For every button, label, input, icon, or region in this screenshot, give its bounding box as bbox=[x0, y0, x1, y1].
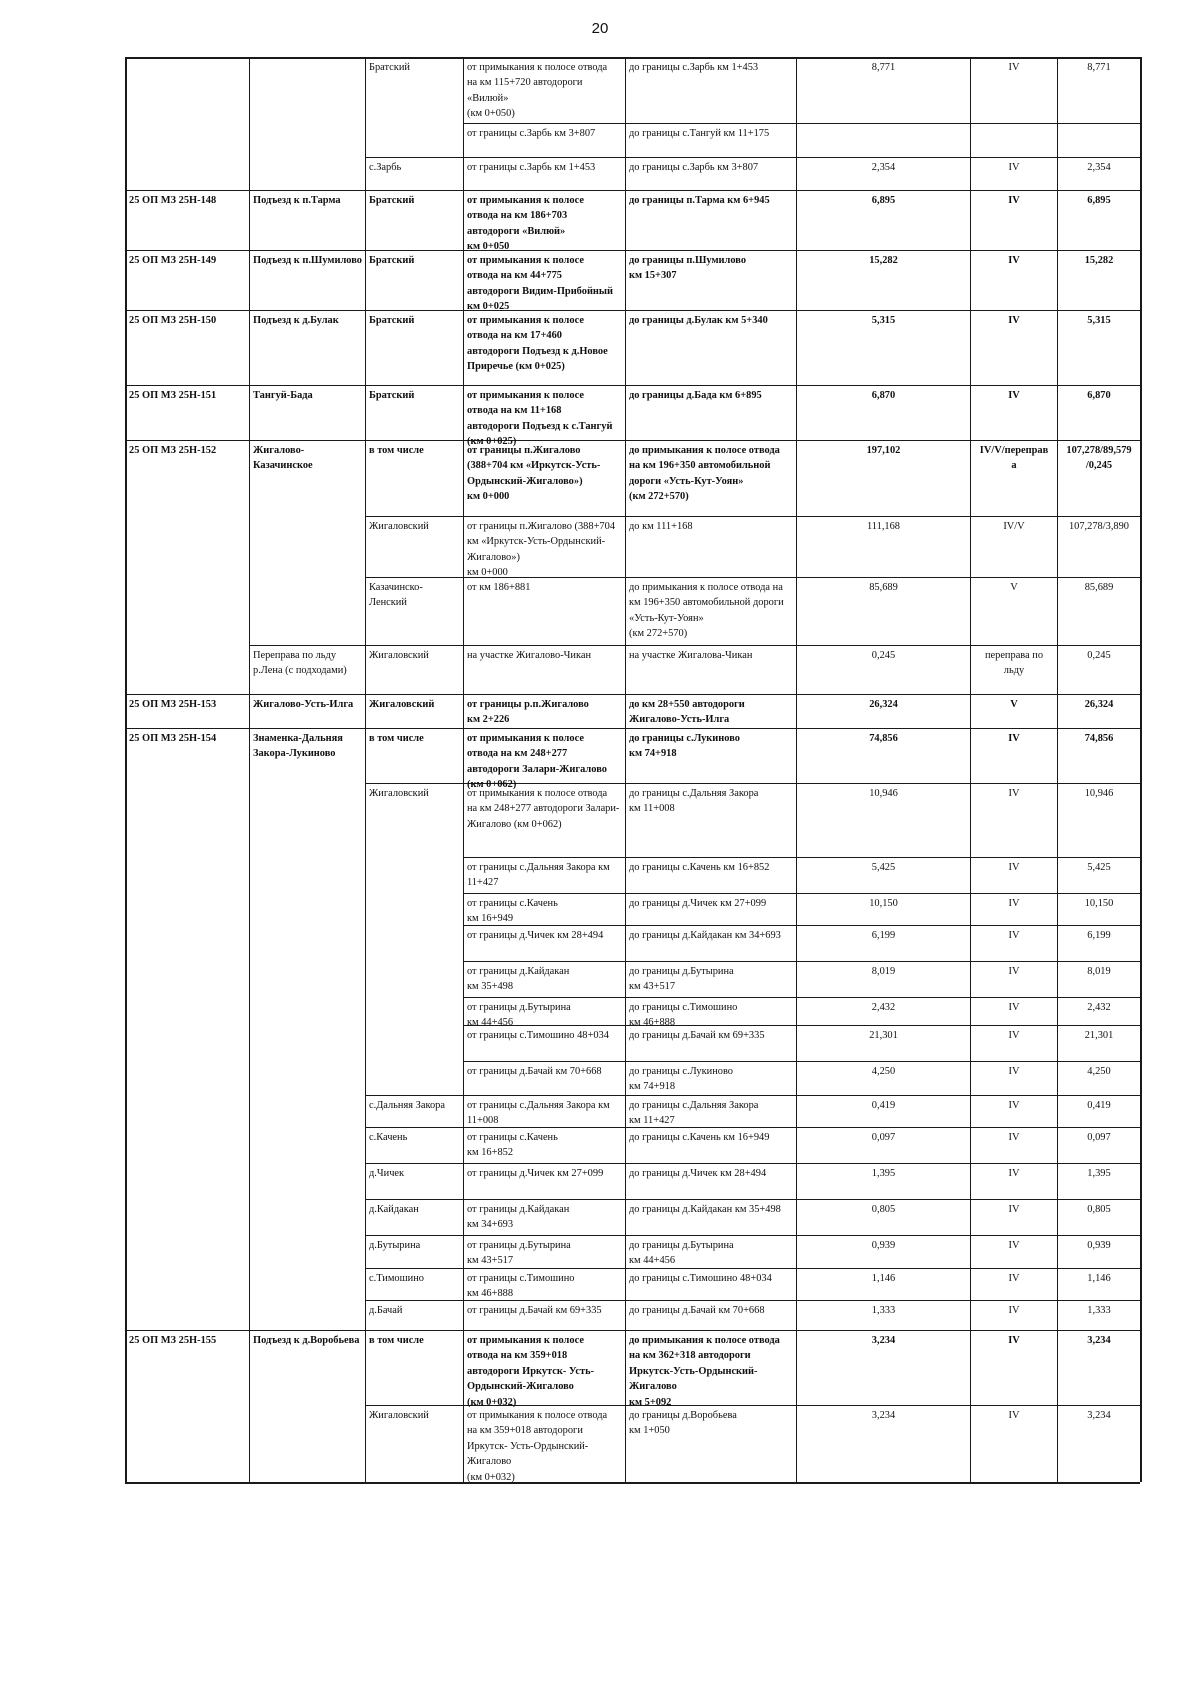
cell-total: 15,282 bbox=[1084, 255, 1114, 266]
cell-id: 25 ОП МЗ 25Н-148 bbox=[129, 195, 217, 206]
cell-name: Знаменка-Дальняя Закора-Лукиново bbox=[253, 733, 343, 760]
cell-total: 1,333 bbox=[1087, 1305, 1111, 1316]
cell-district: Братский bbox=[369, 62, 410, 73]
cell-total: 1,395 bbox=[1087, 1168, 1111, 1179]
cell-to: до границы п.Тарма км 6+945 bbox=[629, 195, 770, 206]
cell-name: Подъезд к д.Воробьева bbox=[253, 1335, 360, 1346]
cell-from: от границы с.Зарбь км 1+453 bbox=[467, 162, 596, 173]
cell-cat: IV bbox=[1008, 1066, 1020, 1077]
cell-from: от границы д.Бачай км 69+335 bbox=[467, 1305, 602, 1316]
cell-from: от примыкания к полосе отвода на км 44+775 автодороги Видим-Прибойный км 0+025 bbox=[467, 255, 614, 313]
cell-to: до границы с.Качень км 16+949 bbox=[629, 1132, 770, 1143]
cell-cat: IV bbox=[1008, 1132, 1020, 1143]
cell-from: от границы с.Тимошино 48+034 bbox=[467, 1030, 609, 1041]
cell-length: 1,146 bbox=[871, 1273, 896, 1284]
cell-length: 6,895 bbox=[871, 195, 896, 206]
cell-length: 3,234 bbox=[871, 1335, 896, 1346]
cell-total: 8,771 bbox=[1087, 62, 1111, 73]
cell-from: от примыкания к полосе отвода на км 17+460 автодороги Подъезд к д.Новое Приречье (км 0+025) bbox=[467, 315, 608, 373]
cell-from: от примыкания к полосе отвода на км 186+703 автодороги «Вилюй» км 0+050 bbox=[467, 195, 584, 253]
cell-district: Жигаловский bbox=[369, 788, 429, 799]
cell-cat: IV bbox=[1008, 1335, 1020, 1346]
column-separator bbox=[1140, 57, 1142, 1482]
cell-from: от границы с.Дальняя Закора км 11+427 bbox=[467, 862, 610, 889]
cell-id: 25 ОП МЗ 25Н-151 bbox=[129, 390, 217, 401]
cell-length: 3,234 bbox=[871, 1410, 896, 1421]
column-separator bbox=[125, 57, 127, 1482]
cell-district: Казачинско- Ленский bbox=[369, 582, 423, 609]
cell-id: 25 ОП МЗ 25Н-153 bbox=[129, 699, 217, 710]
cell-length: 4,250 bbox=[871, 1066, 896, 1077]
cell-from: от границы р.п.Жигалово км 2+226 bbox=[467, 699, 589, 726]
cell-id: 25 ОП МЗ 25Н-154 bbox=[129, 733, 217, 744]
cell-district: Жигаловский bbox=[369, 650, 429, 661]
cell-length: 6,870 bbox=[871, 390, 896, 401]
cell-total: 21,301 bbox=[1084, 1030, 1114, 1041]
cell-from: от границы с.Качень км 16+852 bbox=[467, 1132, 558, 1159]
cell-length: 111,168 bbox=[867, 521, 900, 532]
column-separator bbox=[249, 57, 250, 1482]
cell-from: от примыкания к полосе отвода на км 359+018 автодороги Иркутск- Усть- Ордынский-Жигалово (км 0+032) bbox=[467, 1335, 595, 1408]
cell-total: 6,870 bbox=[1087, 390, 1111, 401]
cell-total: 8,019 bbox=[1087, 966, 1111, 977]
cell-to: до границы д.Булак км 5+340 bbox=[629, 315, 768, 326]
cell-from: от примыкания к полосе отвода на км 115+720 автодороги «Вилюй» (км 0+050) bbox=[467, 62, 608, 120]
cell-name: Подъезд к п.Тарма bbox=[253, 195, 341, 206]
cell-district: д.Чичек bbox=[369, 1168, 405, 1179]
cell-cat: переправа по льду bbox=[984, 650, 1044, 677]
cell-from: от границы п.Жигалово (388+704 км «Иркутск-Усть- Ордынский-Жигалово») км 0+000 bbox=[467, 445, 601, 503]
cell-district: д.Бутырина bbox=[369, 1240, 421, 1251]
cell-from: от км 186+881 bbox=[467, 582, 531, 593]
cell-total: 107,278/89,579 /0,245 bbox=[1066, 445, 1132, 472]
cell-to: до примыкания к полосе отвода на км 196+350 автомобильной дороги «Усть-Кут-Уоян» (км 272+570) bbox=[629, 582, 784, 640]
cell-cat: IV/V/переправ а bbox=[979, 445, 1049, 472]
cell-to: до границы с.Качень км 16+852 bbox=[629, 862, 770, 873]
cell-from: от границы п.Жигалово (388+704 км «Иркутск-Усть-Ордынский- Жигалово») км 0+000 bbox=[467, 521, 616, 579]
cell-cat: IV bbox=[1008, 1100, 1020, 1111]
cell-district: с.Тимошино bbox=[369, 1273, 424, 1284]
cell-name: Жигалово- Казачинское bbox=[253, 445, 313, 472]
cell-cat: IV bbox=[1008, 195, 1020, 206]
page-number: 20 bbox=[591, 20, 609, 37]
cell-cat: IV bbox=[1008, 1204, 1020, 1215]
cell-district: в том числе bbox=[369, 1335, 424, 1346]
cell-name: Переправа по льду р.Лена (с подходами) bbox=[253, 650, 347, 677]
cell-to: до границы д.Бачай км 69+335 bbox=[629, 1030, 765, 1041]
cell-district: Братский bbox=[369, 390, 415, 401]
cell-length: 21,301 bbox=[869, 1030, 898, 1041]
cell-district: Братский bbox=[369, 315, 415, 326]
cell-id: 25 ОП МЗ 25Н-152 bbox=[129, 445, 217, 456]
cell-name: Подъезд к п.Шумилово bbox=[253, 255, 362, 266]
cell-to: до границы с.Дальняя Закора км 11+427 bbox=[629, 1100, 759, 1127]
cell-total: 2,354 bbox=[1087, 162, 1111, 173]
cell-district: Братский bbox=[369, 255, 415, 266]
cell-length: 6,199 bbox=[871, 930, 896, 941]
cell-to: до границы с.Тимошино 48+034 bbox=[629, 1273, 772, 1284]
cell-to: до границы с.Дальняя Закора км 11+008 bbox=[629, 788, 759, 815]
cell-to: до границы д.Кайдакан км 34+693 bbox=[629, 930, 781, 941]
cell-to: до границы с.Зарбь км 3+807 bbox=[629, 162, 759, 173]
cell-to: до км 111+168 bbox=[629, 521, 693, 532]
cell-to: до границы с.Лукиново км 74+918 bbox=[629, 733, 740, 760]
cell-cat: IV bbox=[1008, 733, 1020, 744]
cell-to: до границы п.Шумилово км 15+307 bbox=[629, 255, 747, 282]
cell-length: 15,282 bbox=[869, 255, 898, 266]
cell-total: 6,199 bbox=[1087, 930, 1111, 941]
cell-cat: IV bbox=[1008, 966, 1020, 977]
cell-total: 107,278/3,890 bbox=[1068, 521, 1130, 532]
cell-district: в том числе bbox=[369, 733, 424, 744]
cell-cat: IV bbox=[1008, 1410, 1020, 1421]
cell-length: 5,315 bbox=[871, 315, 896, 326]
cell-cat: IV bbox=[1008, 315, 1020, 326]
cell-length: 0,419 bbox=[871, 1100, 896, 1111]
cell-length: 0,097 bbox=[871, 1132, 896, 1143]
cell-to: до границы д.Кайдакан км 35+498 bbox=[629, 1204, 781, 1215]
cell-from: от границы с.Тимошино км 46+888 bbox=[467, 1273, 575, 1300]
cell-to: на участке Жигалова-Чикан bbox=[629, 650, 753, 661]
cell-total: 26,324 bbox=[1084, 699, 1114, 710]
cell-length: 8,019 bbox=[871, 966, 896, 977]
cell-from: на участке Жигалово-Чикан bbox=[467, 650, 592, 661]
cell-cat: IV bbox=[1008, 1168, 1020, 1179]
cell-cat: IV bbox=[1008, 1030, 1020, 1041]
cell-from: от границы д.Бачай км 70+668 bbox=[467, 1066, 602, 1077]
cell-from: от границы д.Кайдакан км 34+693 bbox=[467, 1204, 570, 1231]
cell-total: 0,245 bbox=[1087, 650, 1111, 661]
cell-to: до границы с.Тимошино км 46+888 bbox=[629, 1002, 738, 1029]
cell-from: от границы д.Чичек км 28+494 bbox=[467, 930, 604, 941]
cell-cat: IV bbox=[1008, 862, 1020, 873]
cell-length: 74,856 bbox=[869, 733, 898, 744]
cell-district: д.Бачай bbox=[369, 1305, 403, 1316]
cell-length: 1,333 bbox=[871, 1305, 896, 1316]
cell-name: Жигалово-Усть-Илга bbox=[253, 699, 354, 710]
cell-cat: IV bbox=[1008, 162, 1020, 173]
cell-to: до границы д.Бада км 6+895 bbox=[629, 390, 762, 401]
cell-total: 0,097 bbox=[1087, 1132, 1111, 1143]
cell-total: 2,432 bbox=[1087, 1002, 1111, 1013]
cell-district: Жигаловский bbox=[369, 1410, 429, 1421]
cell-to: до границы д.Бачай км 70+668 bbox=[629, 1305, 765, 1316]
cell-length: 8,771 bbox=[871, 62, 896, 73]
cell-to: до границы д.Воробьева км 1+050 bbox=[629, 1410, 737, 1437]
cell-total: 1,146 bbox=[1087, 1273, 1111, 1284]
cell-total: 85,689 bbox=[1084, 582, 1114, 593]
cell-length: 0,939 bbox=[871, 1240, 896, 1251]
cell-name: Тангуй-Бада bbox=[253, 390, 313, 401]
cell-district: с.Качень bbox=[369, 1132, 408, 1143]
cell-to: до границы д.Чичек км 28+494 bbox=[629, 1168, 767, 1179]
cell-to: до границы д.Чичек км 27+099 bbox=[629, 898, 767, 909]
cell-total: 3,234 bbox=[1087, 1335, 1111, 1346]
cell-total: 6,895 bbox=[1087, 195, 1111, 206]
cell-cat: IV/V bbox=[1003, 521, 1025, 532]
cell-to: до примыкания к полосе отвода на км 362+318 автодороги Иркутск-Усть-Ордынский- Жигалово км 5+092 bbox=[629, 1335, 780, 1408]
cell-to: до границы с.Зарбь км 1+453 bbox=[629, 62, 759, 73]
cell-district: с.Дальняя Закора bbox=[369, 1100, 445, 1111]
cell-total: 4,250 bbox=[1087, 1066, 1111, 1077]
cell-cat: IV bbox=[1008, 1305, 1020, 1316]
cell-length: 0,245 bbox=[871, 650, 896, 661]
cell-to: до границы д.Бутырина км 43+517 bbox=[629, 966, 734, 993]
cell-district: д.Кайдакан bbox=[369, 1204, 419, 1215]
cell-length: 1,395 bbox=[871, 1168, 896, 1179]
cell-to: до границы с.Тангуй км 11+175 bbox=[629, 128, 770, 139]
cell-to: до км 28+550 автодороги Жигалово-Усть-Илга bbox=[629, 699, 745, 726]
cell-id: 25 ОП МЗ 25Н-149 bbox=[129, 255, 217, 266]
cell-from: от примыкания к полосе отвода на км 11+168 автодороги Подъезд к с.Тангуй (км 0+025) bbox=[467, 390, 613, 448]
cell-to: до границы с.Лукиново км 74+918 bbox=[629, 1066, 733, 1093]
cell-cat: IV bbox=[1008, 930, 1020, 941]
cell-length: 2,432 bbox=[871, 1002, 896, 1013]
cell-district: Жигаловский bbox=[369, 521, 429, 532]
cell-length: 197,102 bbox=[866, 445, 901, 456]
cell-total: 3,234 bbox=[1087, 1410, 1111, 1421]
cell-from: от границы д.Бутырина км 43+517 bbox=[467, 1240, 571, 1267]
cell-id: 25 ОП МЗ 25Н-150 bbox=[129, 315, 217, 326]
cell-id: 25 ОП МЗ 25Н-155 bbox=[129, 1335, 217, 1346]
cell-cat: IV bbox=[1008, 255, 1020, 266]
cell-to: до примыкания к полосе отвода на км 196+350 автомобильной дороги «Усть-Кут-Уоян» (км 272+570) bbox=[629, 445, 780, 503]
cell-total: 10,150 bbox=[1084, 898, 1114, 909]
cell-from: от границы д.Кайдакан км 35+498 bbox=[467, 966, 570, 993]
cell-cat: V bbox=[1010, 699, 1018, 710]
cell-from: от примыкания к полосе отвода на км 248+277 автодороги Залари- Жигалово (км 0+062) bbox=[467, 788, 620, 830]
cell-from: от границы д.Бутырина км 44+456 bbox=[467, 1002, 571, 1029]
cell-district: в том числе bbox=[369, 445, 424, 456]
cell-district: с.Зарбь bbox=[369, 162, 402, 173]
table-bottom-border bbox=[125, 1482, 1140, 1484]
cell-district: Братский bbox=[369, 195, 415, 206]
cell-length: 10,150 bbox=[869, 898, 898, 909]
cell-length: 2,354 bbox=[871, 162, 896, 173]
cell-from: от границы д.Чичек км 27+099 bbox=[467, 1168, 604, 1179]
cell-cat: IV bbox=[1008, 1240, 1020, 1251]
cell-length: 26,324 bbox=[869, 699, 898, 710]
cell-total: 74,856 bbox=[1084, 733, 1114, 744]
cell-total: 5,425 bbox=[1087, 862, 1111, 873]
cell-district: Жигаловский bbox=[369, 699, 435, 710]
cell-from: от границы с.Качень км 16+949 bbox=[467, 898, 558, 925]
cell-name: Подъезд к д.Булак bbox=[253, 315, 339, 326]
cell-to: до границы д.Бутырина км 44+456 bbox=[629, 1240, 734, 1267]
cell-length: 0,805 bbox=[871, 1204, 896, 1215]
cell-total: 5,315 bbox=[1087, 315, 1111, 326]
cell-length: 10,946 bbox=[869, 788, 898, 799]
cell-cat: V bbox=[1010, 582, 1018, 593]
cell-cat: IV bbox=[1008, 898, 1020, 909]
cell-cat: IV bbox=[1008, 788, 1020, 799]
cell-from: от примыкания к полосе отвода на км 359+018 автодороги Иркутск- Усть-Ордынский- Жигалово (км 0+032) bbox=[467, 1410, 608, 1483]
cell-from: от границы с.Зарбь км 3+807 bbox=[467, 128, 596, 139]
cell-total: 0,805 bbox=[1087, 1204, 1111, 1215]
cell-cat: IV bbox=[1008, 390, 1020, 401]
cell-cat: IV bbox=[1008, 1002, 1020, 1013]
cell-length: 85,689 bbox=[869, 582, 898, 593]
cell-cat: IV bbox=[1008, 1273, 1020, 1284]
cell-total: 0,419 bbox=[1087, 1100, 1111, 1111]
cell-cat: IV bbox=[1008, 62, 1020, 73]
cell-total: 0,939 bbox=[1087, 1240, 1111, 1251]
roads-table bbox=[125, 57, 1140, 1627]
cell-from: от примыкания к полосе отвода на км 248+277 автодороги Залари-Жигалово (км 0+062) bbox=[467, 733, 607, 791]
cell-from: от границы с.Дальняя Закора км 11+008 bbox=[467, 1100, 610, 1127]
cell-length: 5,425 bbox=[871, 862, 896, 873]
cell-total: 10,946 bbox=[1084, 788, 1114, 799]
